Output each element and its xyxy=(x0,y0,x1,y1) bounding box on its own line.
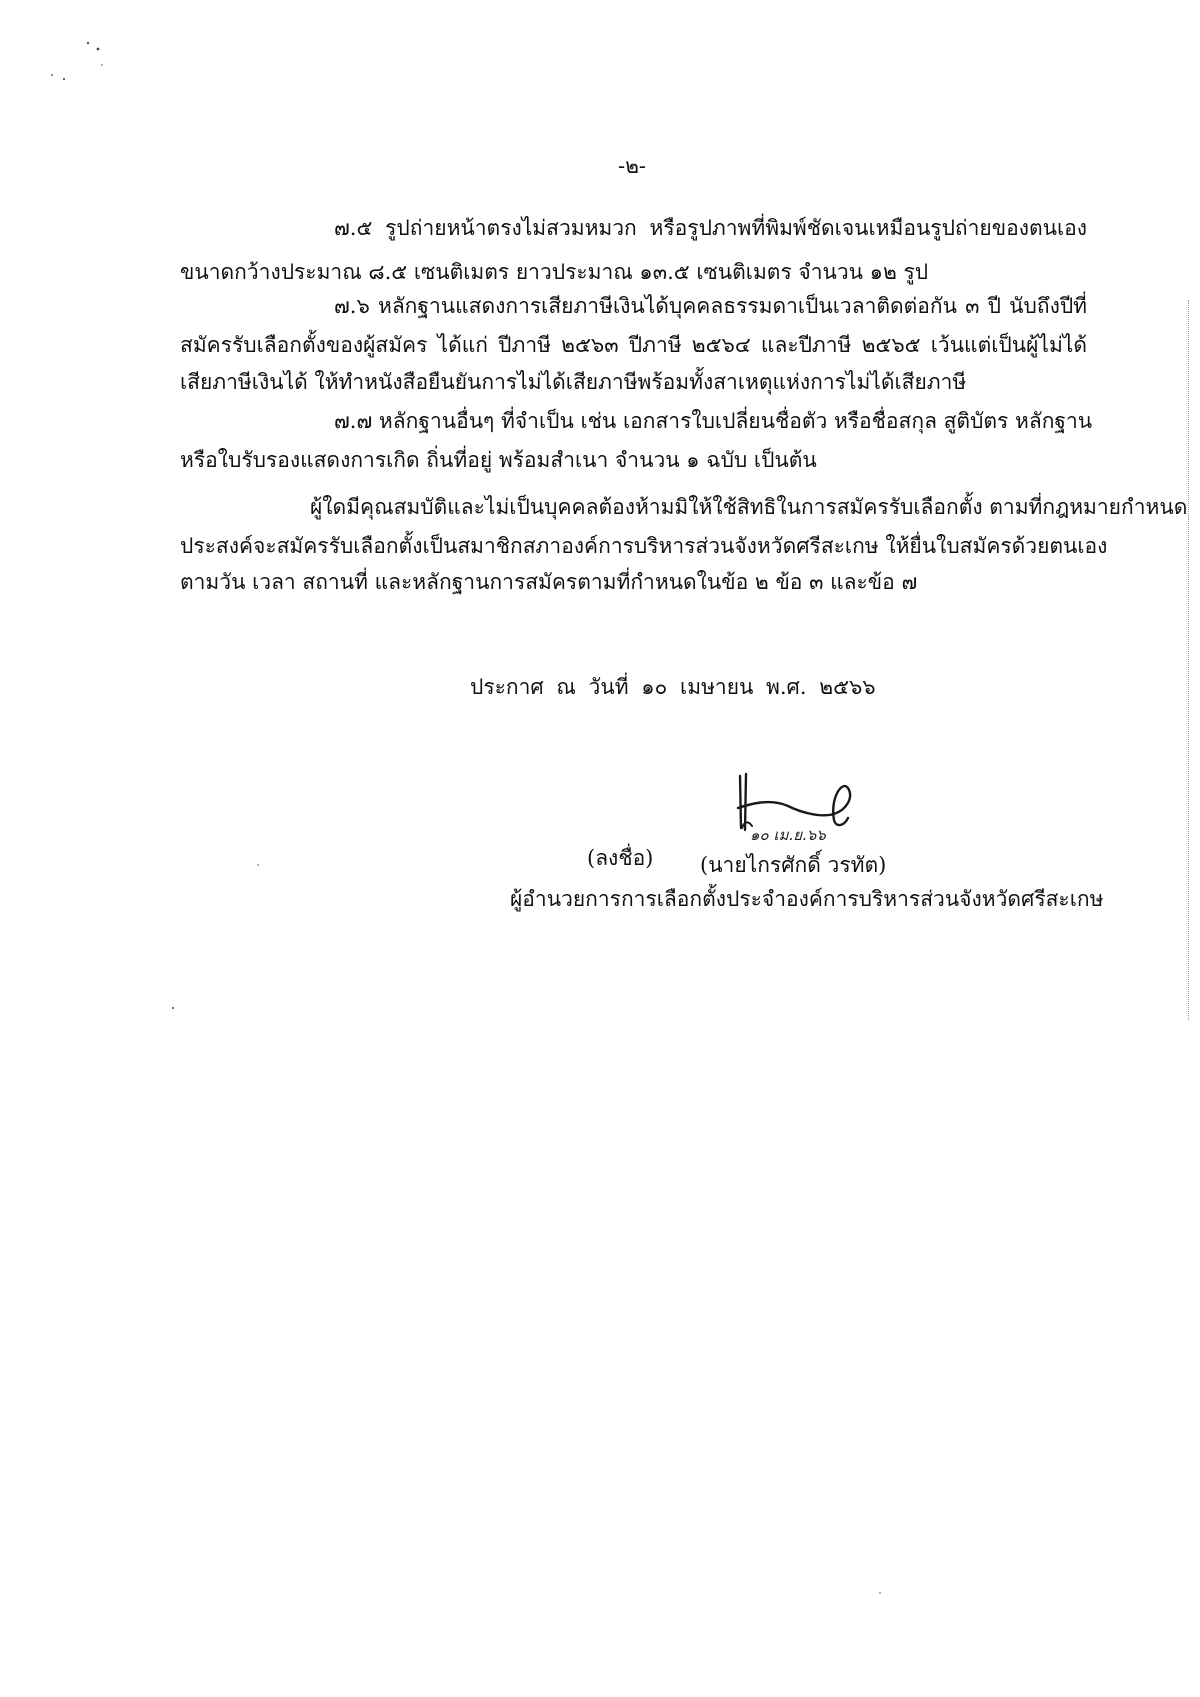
handwritten-signature xyxy=(730,768,860,858)
scan-speck-left xyxy=(170,1005,176,1011)
signer-position: ผู้อำนวยการการเลือกตั้งประจำองค์การบริหารส่วนจังหวัดศรีสะเกษ xyxy=(510,887,1104,911)
item-7-6-line-2: สมัครรับเลือกตั้งของผู้สมัคร ได้แก่ ปีภาษี ๒๕๖๓ ปีภาษี ๒๕๖๔ และปีภาษี ๒๕๖๕ เว้นแต่เป็นผู้ไม่ได้ xyxy=(180,333,1087,357)
scan-speck-mid xyxy=(255,862,261,868)
item-7-7-line-1: ๗.๗ หลักฐานอื่นๆ ที่จำเป็น เช่น เอกสารใบเปลี่ยนชื่อตัว หรือชื่อสกุล สูติบัตร หลักฐาน xyxy=(334,409,1093,433)
signature-label: (ลงชื่อ) xyxy=(587,846,654,870)
scan-speck-topleft xyxy=(40,35,120,95)
signer-name: (นายไกรศักดิ์ วรทัต) xyxy=(700,853,887,877)
item-7-5-line-2: ขนาดกว้างประมาณ ๘.๕ เซนติเมตร ยาวประมาณ ๑๓.๕ เซนติเมตร จำนวน ๑๒ รูป xyxy=(180,260,929,284)
announcement-date: ประกาศ ณ วันที่ ๑๐ เมษายน พ.ศ. ๒๕๖๖ xyxy=(470,675,876,699)
item-7-5-line-1: ๗.๕ รูปถ่ายหน้าตรงไม่สวมหมวก หรือรูปภาพที่พิมพ์ชัดเจนเหมือนรูปถ่ายของตนเอง xyxy=(334,216,1087,240)
item-7-7-line-2: หรือใบรับรองแสดงการเกิด ถิ่นที่อยู่ พร้อมสำเนา จำนวน ๑ ฉบับ เป็นต้น xyxy=(180,448,817,472)
scan-speck-bottom xyxy=(877,1590,883,1596)
item-7-6-line-3: เสียภาษีเงินได้ ให้ทำหนังสือยืนยันการไม่ได้เสียภาษีพร้อมทั้งสาเหตุแห่งการไม่ได้เสียภาษี xyxy=(180,370,967,394)
closing-line-1: ผู้ใดมีคุณสมบัติและไม่เป็นบุคคลต้องห้ามมิให้ใช้สิทธิในการสมัครรับเลือกตั้ง ตามที่กฎหมายกำหนด xyxy=(310,495,1188,519)
closing-line-2: ประสงค์จะสมัครรับเลือกตั้งเป็นสมาชิกสภาองค์การบริหารส่วนจังหวัดศรีสะเกษ ให้ยื่นใบสมัครด้วยตนเอง xyxy=(180,534,1108,558)
page-number: -๒- xyxy=(617,154,647,178)
signature-date-handwriting: ๑๐ เม.ย.๖๖ xyxy=(750,826,826,844)
item-7-6-line-1: ๗.๖ หลักฐานแสดงการเสียภาษีเงินได้บุคคลธรรมดาเป็นเวลาติดต่อกัน ๓ ปี นับถึงปีที่ xyxy=(334,294,1087,318)
scan-edge-line xyxy=(1188,300,1190,1020)
closing-line-3: ตามวัน เวลา สถานที่ และหลักฐานการสมัครตามที่กำหนดในข้อ ๒ ข้อ ๓ และข้อ ๗ xyxy=(180,570,918,594)
